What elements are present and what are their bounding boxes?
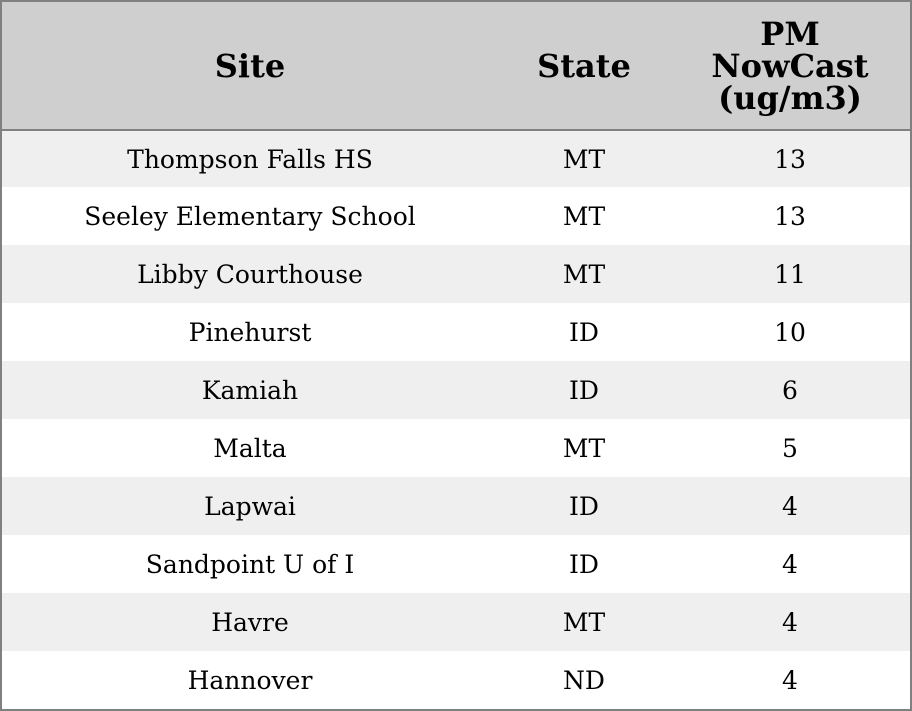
cell-site: Kamiah xyxy=(2,361,498,419)
column-header-pm-label: PM NowCast (ug/m3) xyxy=(711,14,869,117)
table-row xyxy=(2,130,910,187)
table-row xyxy=(2,187,910,245)
table-row xyxy=(2,535,910,593)
table-body xyxy=(2,130,910,709)
header-row xyxy=(2,2,910,130)
cell-state: MT xyxy=(498,187,670,245)
table-header xyxy=(2,2,910,130)
table-row xyxy=(2,303,910,361)
cell-site: Thompson Falls HS xyxy=(2,130,498,187)
cell-pm: 11 xyxy=(670,245,910,303)
cell-state: MT xyxy=(498,245,670,303)
table-row xyxy=(2,651,910,709)
cell-site: Lapwai xyxy=(2,477,498,535)
cell-state: ID xyxy=(498,303,670,361)
cell-pm: 4 xyxy=(670,535,910,593)
cell-state: MT xyxy=(498,419,670,477)
table-row xyxy=(2,419,910,477)
cell-site: Hannover xyxy=(2,651,498,709)
cell-pm: 10 xyxy=(670,303,910,361)
air-quality-table xyxy=(2,2,910,709)
cell-pm: 13 xyxy=(670,130,910,187)
cell-state: MT xyxy=(498,130,670,187)
cell-site: Seeley Elementary School xyxy=(2,187,498,245)
table-row xyxy=(2,477,910,535)
table-row xyxy=(2,245,910,303)
cell-site: Pinehurst xyxy=(2,303,498,361)
cell-pm: 13 xyxy=(670,187,910,245)
column-header-site: Site xyxy=(2,2,498,130)
cell-state: ID xyxy=(498,535,670,593)
cell-state: ID xyxy=(498,361,670,419)
column-header-pm-nowcast xyxy=(670,2,910,130)
cell-pm: 4 xyxy=(670,593,910,651)
cell-pm: 4 xyxy=(670,477,910,535)
cell-state: ND xyxy=(498,651,670,709)
cell-state: MT xyxy=(498,593,670,651)
cell-pm: 4 xyxy=(670,651,910,709)
cell-pm: 6 xyxy=(670,361,910,419)
cell-pm: 5 xyxy=(670,419,910,477)
cell-state: ID xyxy=(498,477,670,535)
cell-site: Libby Courthouse xyxy=(2,245,498,303)
table-row xyxy=(2,361,910,419)
table-row xyxy=(2,593,910,651)
cell-site: Malta xyxy=(2,419,498,477)
column-header-state: State xyxy=(498,2,670,130)
cell-site: Havre xyxy=(2,593,498,651)
cell-site: Sandpoint U of I xyxy=(2,535,498,593)
